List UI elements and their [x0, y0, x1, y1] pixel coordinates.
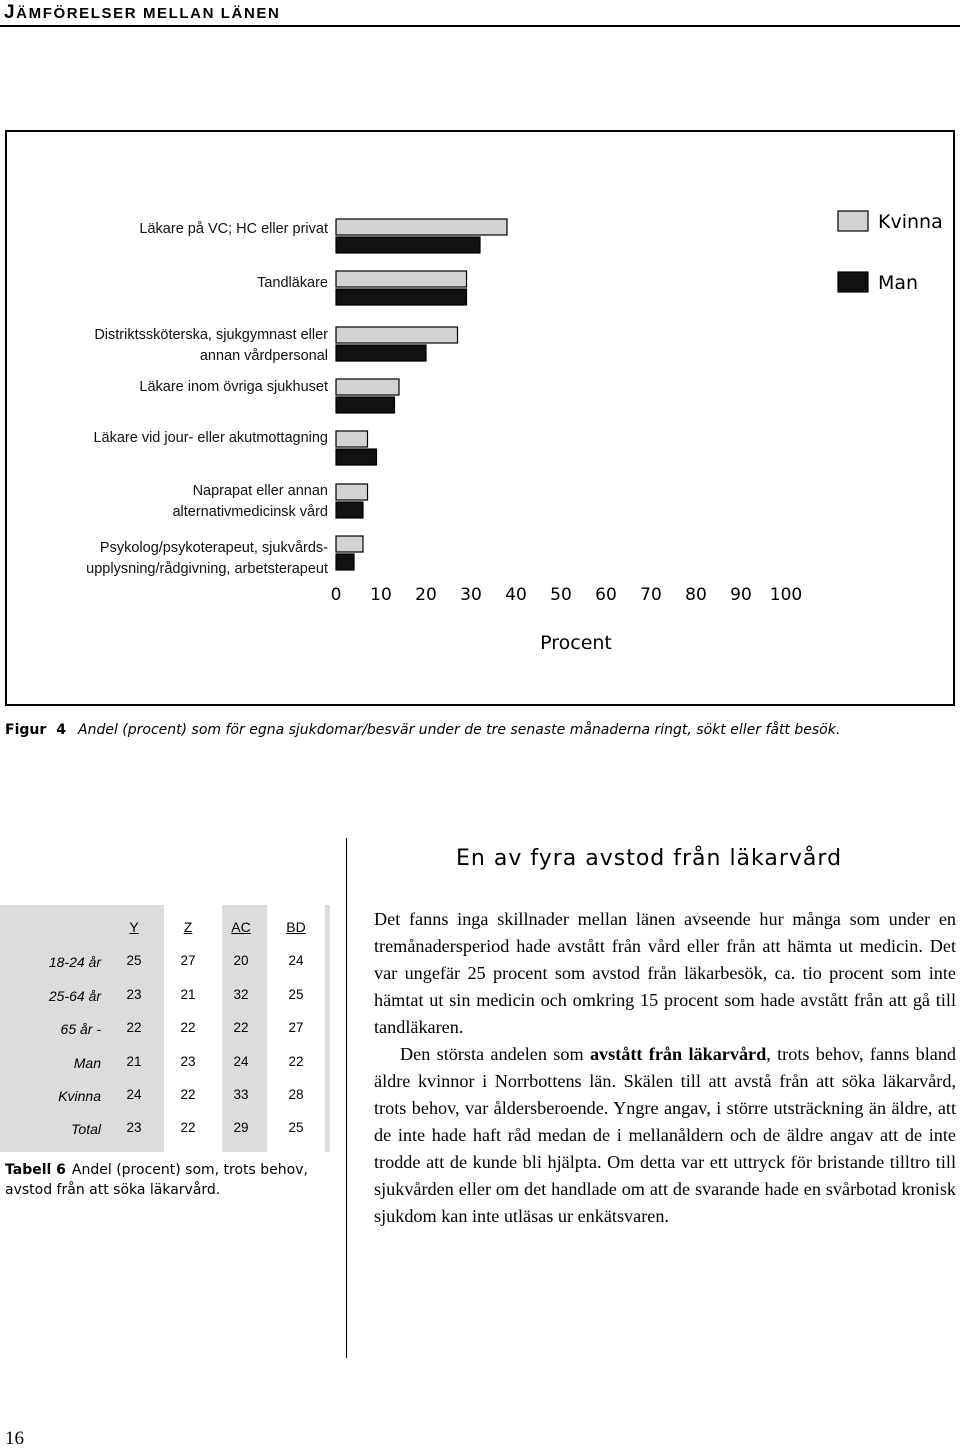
x-tick-label: 100	[769, 585, 803, 605]
table-cell: 23	[126, 987, 142, 1002]
paragraph-2: Den största andelen som avstått från läkarvård, trots behov, fanns bland äldre kvinnor i Norrbottens län. Skälen till att avstå från att söka läkarvård, trots behov, var åldersberoende. Yngre angav, i större utsträckning än äldre, att de inte hade haft råd medan de i mellanåldern och de äldre angav att de inte trodde att de kunde bli hjälpta. Om detta var ett uttryck för bristande tilltro till sjukvården eller om det handlade om att de svarande hade en svårbotad kronisk sjukdom kan inte utläsas ur enkätsvaren.	[374, 1044, 957, 1226]
table-cell: 29	[233, 1120, 249, 1135]
table-cell: 23	[126, 1120, 142, 1135]
header-rest: ÄMFÖRELSER MELLAN LÄNEN	[16, 5, 281, 22]
table-row-label: 18-24 år	[48, 954, 101, 970]
category-label-7: Psykolog/psykoterapeut, sjukvårds- upplysning/rådgivning, arbetsterapeut	[86, 540, 328, 577]
table-cell: 22	[233, 1020, 249, 1035]
table-cell: 24	[233, 1054, 249, 1069]
table-6	[0, 905, 330, 1152]
table-row-label: 65 år -	[60, 1021, 101, 1037]
paragraph-1: Det fanns inga skillnader mellan länen avseende hur många som under en tremånadersperiod hade avstått från vård eller från att hämta ut medicin. Det var ungefär 25 procent som avstod från läkarbesök, ca. tio procent som inte hämtat ut sin medicin och omkring 15 procent som hade avstått från att gå till tandläkaren.	[374, 909, 956, 1037]
table-cell: 24	[126, 1087, 142, 1102]
table-cell: 22	[180, 1120, 196, 1135]
running-header	[4, 2, 280, 24]
table-cell: 22	[180, 1087, 196, 1102]
table-cell: 24	[288, 953, 304, 968]
table-cell: 22	[180, 1020, 196, 1035]
page-number: 16	[5, 1428, 24, 1449]
category-label-5: Läkare vid jour- eller akutmottagning	[93, 430, 328, 446]
table-cell: 25	[288, 987, 304, 1002]
bar-man-2	[336, 289, 467, 305]
bar-man-3	[336, 345, 426, 361]
table-header-z: Z	[183, 919, 193, 935]
bar-kvinna-1	[336, 219, 507, 235]
table-row-label: Man	[73, 1055, 101, 1071]
bar-kvinna-2	[336, 271, 467, 287]
table-cell: 21	[126, 1054, 142, 1069]
emphasis-text: avstått från läkarvård	[589, 1044, 767, 1064]
x-tick-label: 90	[730, 585, 752, 605]
x-tick-label: 60	[595, 585, 617, 605]
figure-caption-number: 4	[56, 722, 67, 738]
table-cell: 25	[288, 1120, 304, 1135]
table-header-bd: BD	[286, 919, 306, 935]
x-tick-label: 50	[550, 585, 572, 605]
bar-chart	[0, 200, 960, 660]
header-initial: J	[4, 2, 17, 23]
bar-man-1	[336, 237, 480, 253]
table-cell: 27	[180, 953, 196, 968]
figure-caption-text: Andel (procent) som för egna sjukdomar/besvär under de tre senaste månaderna ringt, sökt eller fått besök.	[78, 722, 841, 738]
bar-man-4	[336, 397, 395, 413]
category-label-4: Läkare inom övriga sjukhuset	[139, 379, 328, 395]
table-cell: 22	[288, 1054, 304, 1069]
x-tick-label: 10	[370, 585, 392, 605]
table-cell: 21	[180, 987, 196, 1002]
table-cell: 32	[233, 987, 249, 1002]
column-divider	[346, 838, 347, 1358]
table-row-label: Kvinna	[58, 1088, 101, 1104]
legend-swatch-man	[838, 272, 868, 292]
legend-swatch-kvinna	[838, 211, 868, 231]
bar-kvinna-6	[336, 484, 368, 500]
table-header-ac: AC	[231, 919, 251, 935]
section-heading: En av fyra avstod från läkarvård	[456, 846, 843, 871]
x-tick-label: 30	[460, 585, 482, 605]
table-row-label: 25-64 år	[48, 988, 101, 1004]
x-tick-label: 80	[685, 585, 707, 605]
bar-man-6	[336, 502, 363, 518]
table-cell: 20	[233, 953, 249, 968]
table-cell: 25	[126, 953, 142, 968]
table-header-y: Y	[129, 919, 139, 935]
legend-label-man: Man	[878, 272, 919, 294]
category-label-2: Tandläkare	[257, 275, 328, 291]
figure-caption	[5, 722, 840, 738]
bar-kvinna-5	[336, 431, 368, 447]
x-tick-label: 20	[415, 585, 437, 605]
header-rule	[0, 25, 960, 27]
category-label-3: Distriktssköterska, sjukgymnast eller annan vårdpersonal	[94, 327, 328, 364]
bar-kvinna-4	[336, 379, 399, 395]
x-axis-label: Procent	[540, 632, 612, 654]
table-cell: 33	[233, 1087, 249, 1102]
bar-man-7	[336, 554, 354, 570]
table-caption-label: Tabell 6	[5, 1162, 66, 1178]
table-cell: 28	[288, 1087, 304, 1102]
x-tick-label: 0	[330, 585, 342, 605]
table-cell: 23	[180, 1054, 196, 1069]
bar-kvinna-7	[336, 536, 363, 552]
table-row-label: Total	[71, 1121, 101, 1137]
table-caption	[5, 1160, 335, 1200]
legend-label-kvinna: Kvinna	[878, 211, 943, 233]
bar-man-5	[336, 449, 377, 465]
category-label-6: Naprapat eller annan alternativmedicinsk vård	[172, 483, 328, 520]
x-tick-label: 70	[640, 585, 662, 605]
article-body	[374, 906, 956, 1230]
table-caption-text: Andel (procent) som, trots behov, avstod från att söka läkarvård.	[5, 1162, 308, 1198]
x-tick-label: 40	[505, 585, 527, 605]
bar-kvinna-3	[336, 327, 458, 343]
table-cell: 27	[288, 1020, 304, 1035]
table-cell: 22	[126, 1020, 142, 1035]
category-label-1: Läkare på VC; HC eller privat	[139, 221, 328, 237]
figure-caption-label: Figur	[5, 722, 47, 738]
